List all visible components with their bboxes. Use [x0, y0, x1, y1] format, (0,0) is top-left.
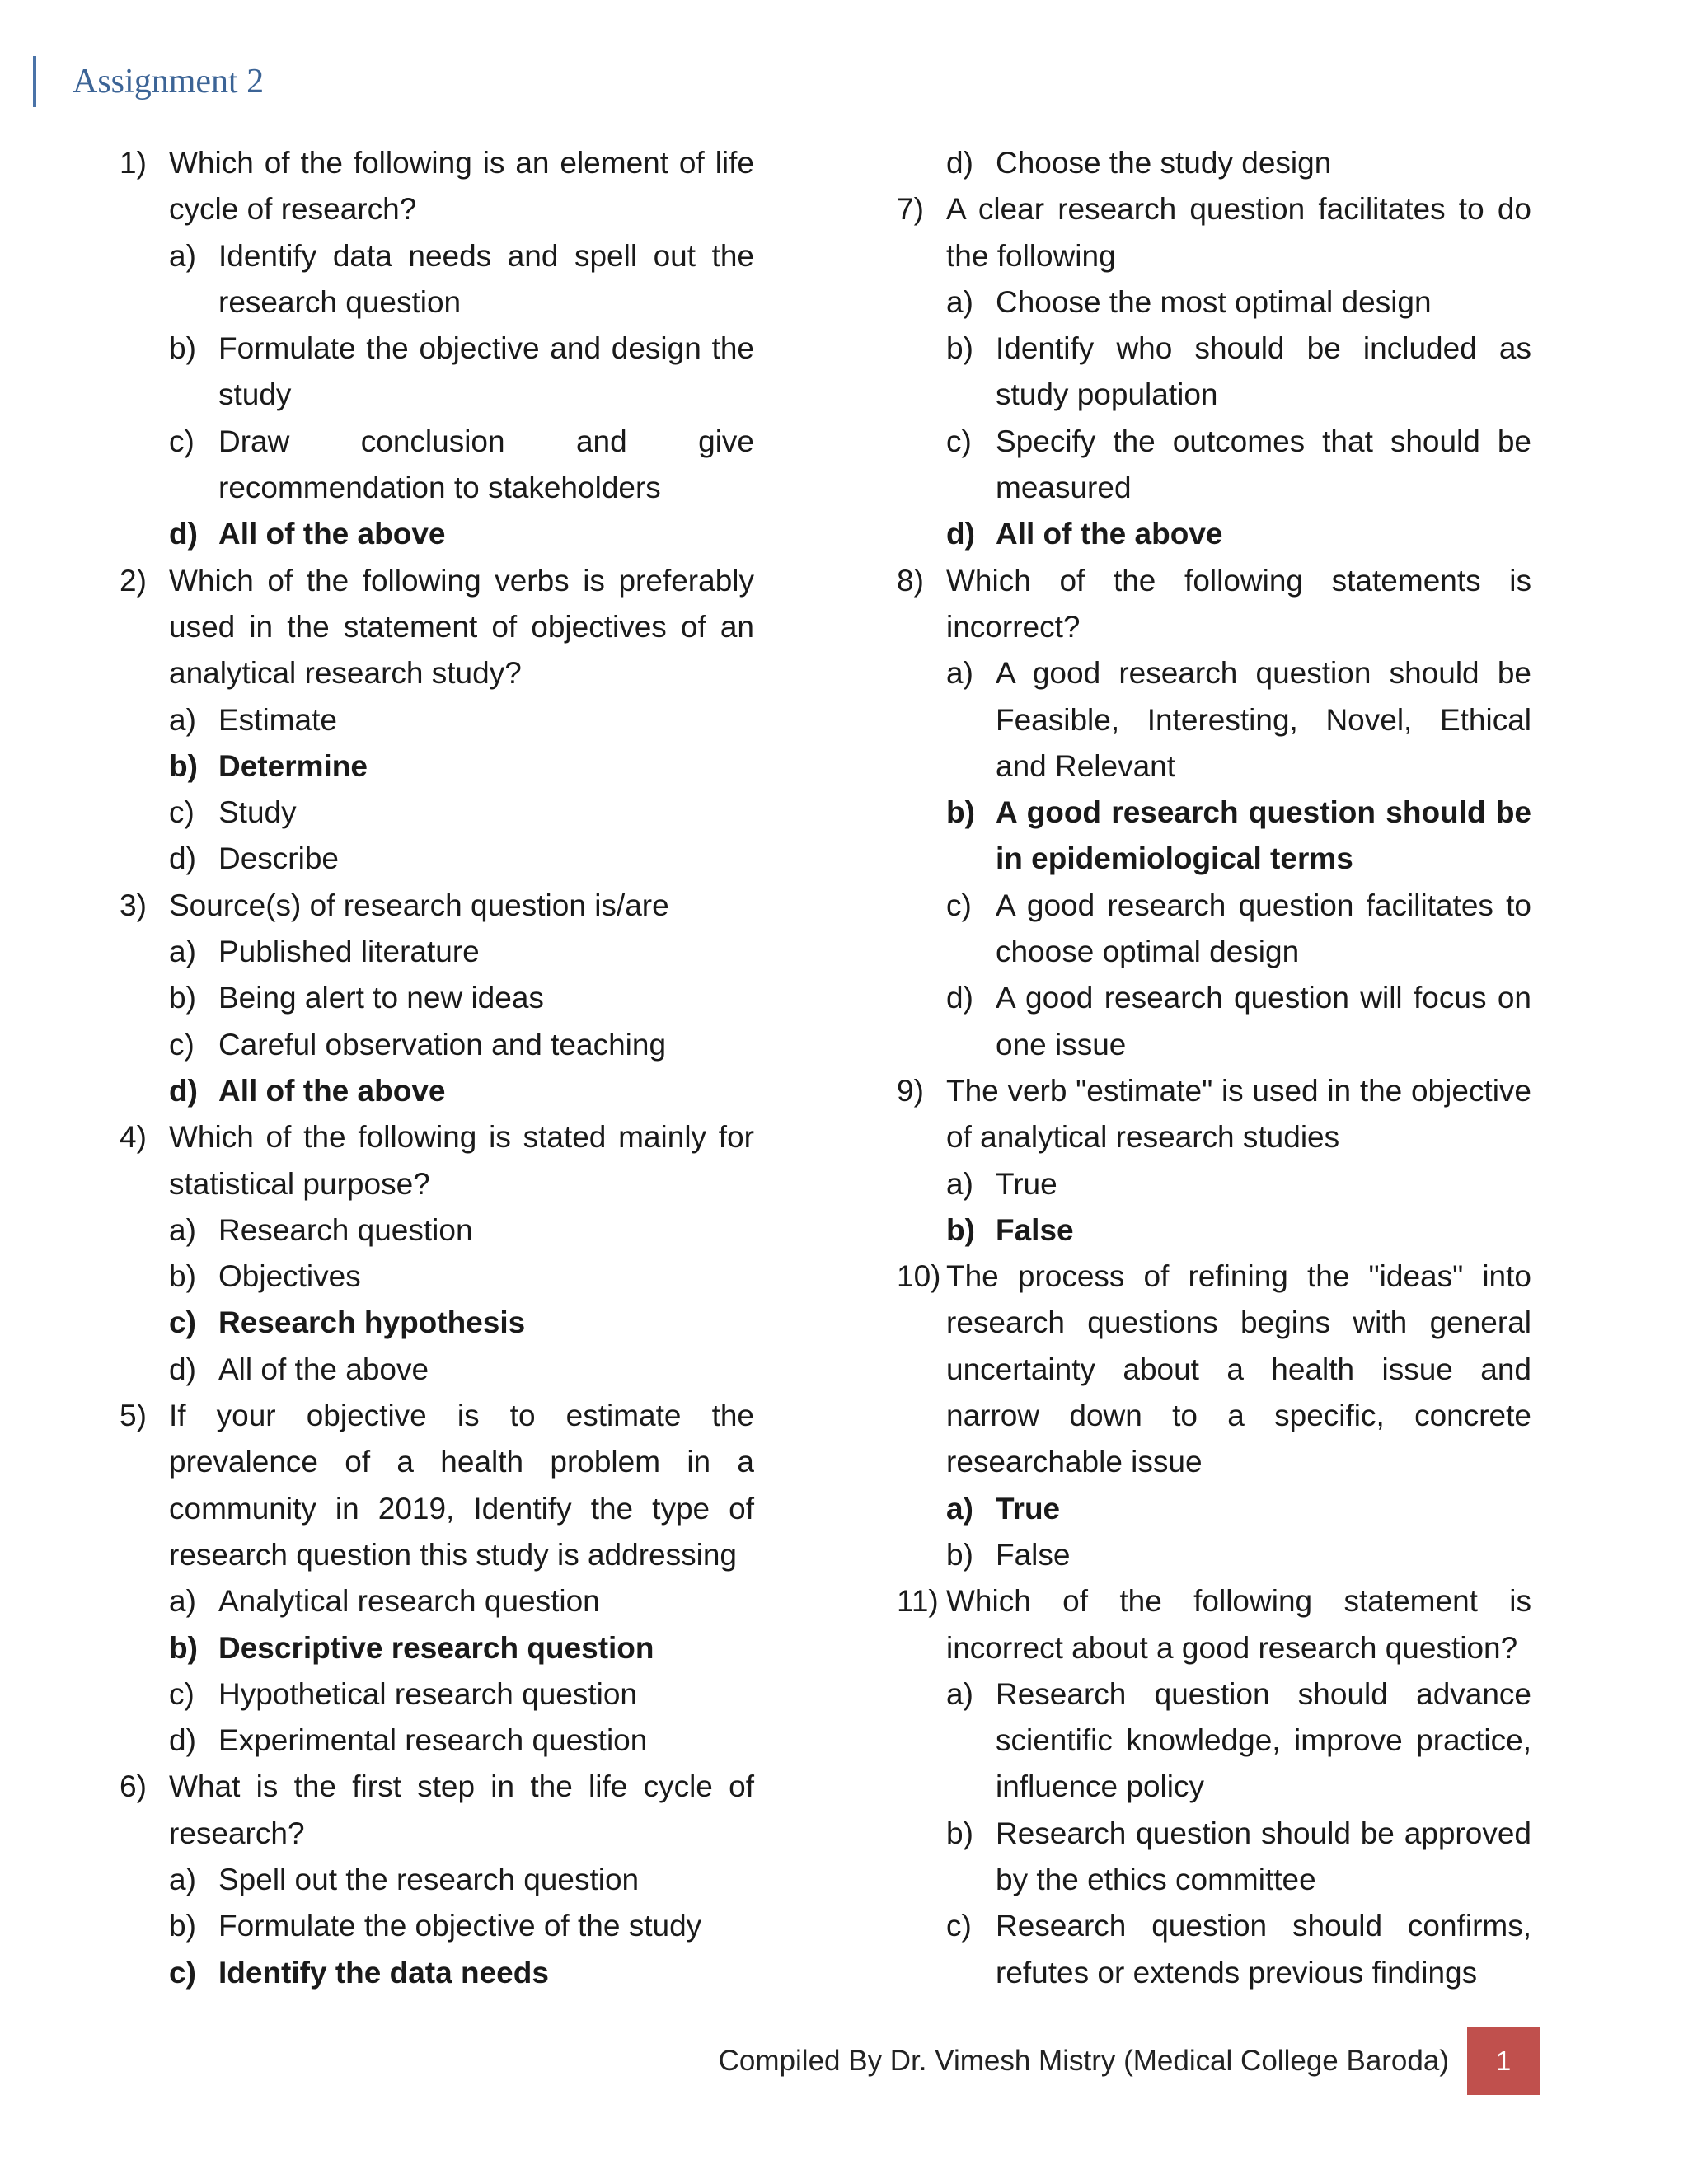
- option-7c: [897, 419, 1531, 512]
- question-text: What is the first step in the life cycle of research?: [169, 1769, 754, 1850]
- question-text: A clear research question facilitates to do the following: [946, 192, 1531, 273]
- option-4d: [120, 1347, 754, 1393]
- option-text: True: [996, 1491, 1061, 1526]
- question-text: Which of the following is stated mainly for statistical purpose?: [169, 1120, 754, 1201]
- question-number: 11): [897, 1584, 939, 1619]
- question-text: Which of the following statement is incorrect about a good research question?: [946, 1584, 1531, 1665]
- option-text: Choose the study design: [996, 146, 1332, 180]
- question-text: The process of refining the "ideas" into research questions begins with general uncertainty about a health issue and narrow down to a specific, concrete researchable issue: [946, 1259, 1531, 1479]
- option-9b-correct: [897, 1207, 1531, 1254]
- option-8b-correct: [897, 790, 1531, 883]
- option-label: c): [169, 1027, 195, 1062]
- option-label: b): [946, 1212, 975, 1247]
- question-text: Which of the following is an element of life cycle of research?: [169, 146, 754, 227]
- question-text: Which of the following verbs is preferably used in the statement of objectives of an analytical research study?: [169, 563, 754, 691]
- question-number: 6): [120, 1769, 147, 1804]
- option-label: c): [946, 1909, 972, 1943]
- question-number: 4): [120, 1120, 147, 1155]
- option-text: Formulate the objective of the study: [218, 1909, 702, 1943]
- option-11c: [897, 1903, 1531, 1996]
- option-label: d): [169, 1723, 196, 1758]
- option-label: a): [169, 1212, 196, 1247]
- option-text: Identify data needs and spell out the research question: [218, 238, 754, 319]
- option-text: Describe: [218, 841, 339, 876]
- option-label: a): [169, 238, 196, 273]
- question-1: [120, 140, 754, 233]
- question-7: [897, 186, 1531, 279]
- option-text: A good research question will focus on one issue: [996, 981, 1531, 1062]
- option-text: A good research question should be in epidemiological terms: [996, 795, 1531, 876]
- option-label: a): [169, 935, 196, 969]
- left-column: [120, 140, 754, 1996]
- option-label: b): [169, 331, 196, 366]
- question-number: 5): [120, 1399, 147, 1433]
- option-label: b): [169, 748, 198, 783]
- option-3d-correct: [120, 1068, 754, 1114]
- option-7a: [897, 279, 1531, 326]
- option-text: Determine: [218, 748, 368, 783]
- option-text: Estimate: [218, 702, 337, 737]
- option-4a: [120, 1207, 754, 1254]
- option-11b: [897, 1811, 1531, 1904]
- option-3c: [120, 1022, 754, 1068]
- question-text: If your objective is to estimate the prevalence of a health problem in a community in 2019, Identify the type of research question this study is addressing: [169, 1399, 754, 1572]
- option-text: Analytical research question: [218, 1584, 600, 1619]
- question-text: Source(s) of research question is/are: [169, 888, 669, 922]
- option-1b: [120, 326, 754, 419]
- question-10: [897, 1254, 1531, 1485]
- question-number: 1): [120, 146, 147, 180]
- option-2d: [120, 836, 754, 882]
- option-text: All of the above: [218, 1073, 446, 1108]
- option-label: b): [169, 1909, 196, 1943]
- option-7b: [897, 326, 1531, 419]
- option-8d: [897, 975, 1531, 1068]
- option-label: b): [946, 795, 975, 830]
- option-label: c): [946, 424, 972, 458]
- option-5d: [120, 1718, 754, 1764]
- option-7d-correct: [897, 511, 1531, 557]
- question-number: 3): [120, 888, 147, 922]
- option-5b-correct: [120, 1625, 754, 1671]
- option-label: a): [169, 1584, 196, 1619]
- option-2c: [120, 790, 754, 836]
- question-2: [120, 558, 754, 697]
- option-2a: [120, 697, 754, 743]
- option-4c-correct: [120, 1300, 754, 1346]
- option-text: All of the above: [218, 517, 446, 551]
- option-text: All of the above: [218, 1352, 429, 1386]
- option-text: False: [996, 1212, 1074, 1247]
- option-label: d): [169, 1352, 196, 1386]
- option-9a: [897, 1161, 1531, 1207]
- option-1a: [120, 233, 754, 326]
- option-text: Objectives: [218, 1259, 361, 1294]
- question-number: 10): [897, 1259, 941, 1294]
- option-text: Being alert to new ideas: [218, 981, 544, 1015]
- option-label: c): [169, 1955, 196, 1990]
- option-text: Descriptive research question: [218, 1630, 654, 1665]
- option-label: c): [169, 1305, 196, 1340]
- option-10a-correct: [897, 1486, 1531, 1532]
- option-label: a): [946, 284, 973, 319]
- option-text: Careful observation and teaching: [218, 1027, 667, 1062]
- option-label: c): [169, 795, 195, 830]
- assignment-heading: [33, 56, 264, 107]
- option-8a: [897, 650, 1531, 790]
- page-title: Assignment 2: [73, 63, 265, 101]
- option-text: Published literature: [218, 935, 480, 969]
- option-text: Choose the most optimal design: [996, 284, 1432, 319]
- question-text: Which of the following statements is incorrect?: [946, 563, 1531, 644]
- question-number: 7): [897, 192, 924, 227]
- option-text: Research question should confirms, refutes or extends previous findings: [996, 1909, 1531, 1990]
- option-text: A good research question facilitates to choose optimal design: [996, 888, 1531, 969]
- option-1c: [120, 419, 754, 512]
- option-label: a): [169, 1862, 196, 1896]
- question-3: [120, 883, 754, 929]
- option-text: Specify the outcomes that should be measured: [996, 424, 1531, 505]
- right-column: [897, 140, 1531, 1996]
- option-text: Research question should be approved by the ethics committee: [996, 1816, 1531, 1896]
- option-text: Spell out the research question: [218, 1862, 640, 1896]
- option-text: Research question should advance scientific knowledge, improve practice, influence policy: [996, 1676, 1531, 1804]
- question-5: [120, 1393, 754, 1578]
- option-label: b): [169, 1259, 196, 1294]
- option-11a: [897, 1671, 1531, 1811]
- option-2b-correct: [120, 743, 754, 790]
- option-text: All of the above: [996, 517, 1223, 551]
- option-label: b): [169, 1630, 198, 1665]
- option-text: Hypothetical research question: [218, 1676, 638, 1711]
- option-6b: [120, 1903, 754, 1949]
- option-text: Formulate the objective and design the study: [218, 331, 754, 412]
- page-footer: [0, 2027, 1688, 2095]
- option-label: d): [169, 841, 196, 876]
- option-label: c): [169, 1676, 195, 1711]
- option-text: Experimental research question: [218, 1723, 648, 1758]
- question-11: [897, 1578, 1531, 1671]
- question-6: [120, 1764, 754, 1857]
- page-number: 1: [1467, 2027, 1540, 2095]
- option-text: Identify the data needs: [218, 1955, 549, 1990]
- option-label: a): [946, 656, 973, 691]
- option-text: Identify who should be included as study population: [996, 331, 1531, 412]
- option-label: b): [169, 981, 196, 1015]
- option-text: Draw conclusion and give recommendation to stakeholders: [218, 424, 754, 505]
- option-label: d): [169, 1073, 198, 1108]
- question-9: [897, 1068, 1531, 1161]
- option-10b: [897, 1532, 1531, 1578]
- option-label: b): [946, 331, 973, 366]
- option-label: a): [946, 1676, 973, 1711]
- option-label: d): [946, 517, 975, 551]
- question-number: 9): [897, 1073, 924, 1108]
- question-4: [120, 1114, 754, 1207]
- question-number: 2): [120, 563, 147, 598]
- option-text: False: [996, 1537, 1071, 1572]
- question-number: 8): [897, 563, 924, 598]
- option-5a: [120, 1578, 754, 1624]
- option-5c: [120, 1671, 754, 1718]
- option-6a: [120, 1857, 754, 1903]
- option-label: a): [169, 702, 196, 737]
- option-text: True: [996, 1166, 1057, 1201]
- option-text: Research hypothesis: [218, 1305, 526, 1340]
- option-label: a): [946, 1166, 973, 1201]
- option-label: b): [946, 1816, 973, 1850]
- option-label: a): [946, 1491, 973, 1526]
- option-label: b): [946, 1537, 973, 1572]
- option-3b: [120, 975, 754, 1021]
- option-6d: [897, 140, 1531, 186]
- option-1d-correct: [120, 511, 754, 557]
- question-text: The verb "estimate" is used in the objective of analytical research studies: [946, 1073, 1531, 1155]
- option-4b: [120, 1254, 754, 1300]
- option-label: c): [169, 424, 195, 458]
- option-text: Research question: [218, 1212, 473, 1247]
- option-text: A good research question should be Feasible, Interesting, Novel, Ethical and Relevant: [996, 656, 1531, 783]
- option-label: d): [946, 146, 973, 180]
- option-label: d): [946, 981, 973, 1015]
- question-8: [897, 558, 1531, 651]
- option-label: c): [946, 888, 972, 922]
- option-6c-correct: [120, 1950, 754, 1996]
- option-text: Study: [218, 795, 297, 830]
- footer-credit: Compiled By Dr. Vimesh Mistry (Medical College Baroda): [718, 2045, 1449, 2077]
- option-label: d): [169, 517, 198, 551]
- option-8c: [897, 883, 1531, 976]
- option-3a: [120, 929, 754, 975]
